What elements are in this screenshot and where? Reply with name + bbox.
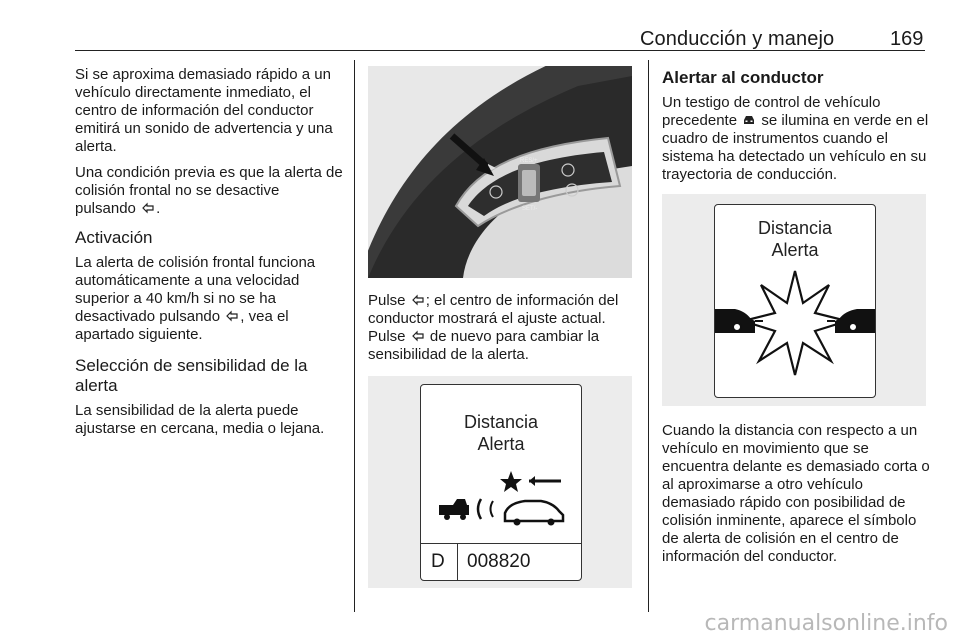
sensitivity-graphic [429,463,573,533]
collision-alert-icon [500,471,522,492]
vehicle-ahead-paragraph: Un testigo de control de vehículo precedente se ilumina en verde en el cuadro de instrumentos cuando el sistema ha detectado un vehículo en su trayectoria de conducción. [662,94,929,183]
steering-wheel-illustration [368,66,632,278]
activation-paragraph: La alerta de colisión frontal funciona automáticamente a una velocidad superior a 40 km/h si no se ha desactivado pulsando , vea el apartado siguiente. [75,254,316,343]
column-3-bottom [662,422,930,574]
precondition-paragraph: Una condición previa es que la alerta de colisión frontal no se desactive pulsando . [75,164,343,217]
vehicle-ahead-icon [505,501,563,521]
sensitivity-paragraph: La sensibilidad de la alerta puede ajustarse en cercana, media o lejana. [75,402,325,437]
collision-alert-icon [743,271,847,375]
heading-seleccion: Selección de sensibilidad de la alerta [75,356,308,395]
own-vehicle-icon [439,499,469,515]
intro-paragraph: Si se aproxima demasiado rápido a un vehículo directamente inmediato, el centro de información del conductor emitirá un sonido de advertencia y una alerta. [75,66,333,155]
distance-button-icon [412,330,424,342]
collision-alert-display [714,204,876,398]
column-divider-2 [648,60,649,612]
vehicle-ahead-icon [743,114,755,126]
display-title-line1: Distancia [757,218,833,238]
column-divider-1 [354,60,355,612]
driver-info-display [420,384,582,581]
press-button-paragraph: Pulse ; el centro de información del conductor mostrará el ajuste actual. Pulse de nuevo para cambiar la sensibilidad de la alerta. [368,292,619,363]
display-title-line2: Alerta [771,240,819,260]
column-3 [662,66,930,192]
distance-button-icon [412,294,424,306]
status-divider [457,544,458,580]
steering-wheel-figure [368,66,632,278]
display-title-line2: Alerta [477,434,525,454]
column-2-text [368,292,636,372]
set-label: SET/- [522,206,538,212]
section-title: Conducción y manejo [640,28,835,50]
gear-indicator: D [431,551,445,572]
collision-alert-figure [662,194,926,406]
collision-paragraph: Cuando la distancia con respecto a un vehículo en movimiento que se encuentra delante es demasiado corta o al aproximarse a otro vehículo demasiado rápido con posibilidad de colisión inminente, aparece el símbolo de alerta de colisión en el centro de información del conductor. [662,422,930,565]
watermark: carmanualsonline.info [704,611,948,636]
distance-button-icon [226,310,238,322]
heading-alertar: Alertar al conductor [662,68,824,87]
header-divider [75,50,925,51]
odometer-value: 008820 [467,551,531,572]
heading-activacion: Activación [75,228,153,247]
res-label: RES/+ [520,158,538,164]
page-number: 169 [890,28,924,50]
collision-graphic [715,265,875,385]
column-1 [75,66,343,446]
display-status-row [421,543,581,580]
sensitivity-display-figure [368,376,632,588]
display-title-line1: Distancia [463,412,539,432]
distance-button-icon [142,202,154,214]
